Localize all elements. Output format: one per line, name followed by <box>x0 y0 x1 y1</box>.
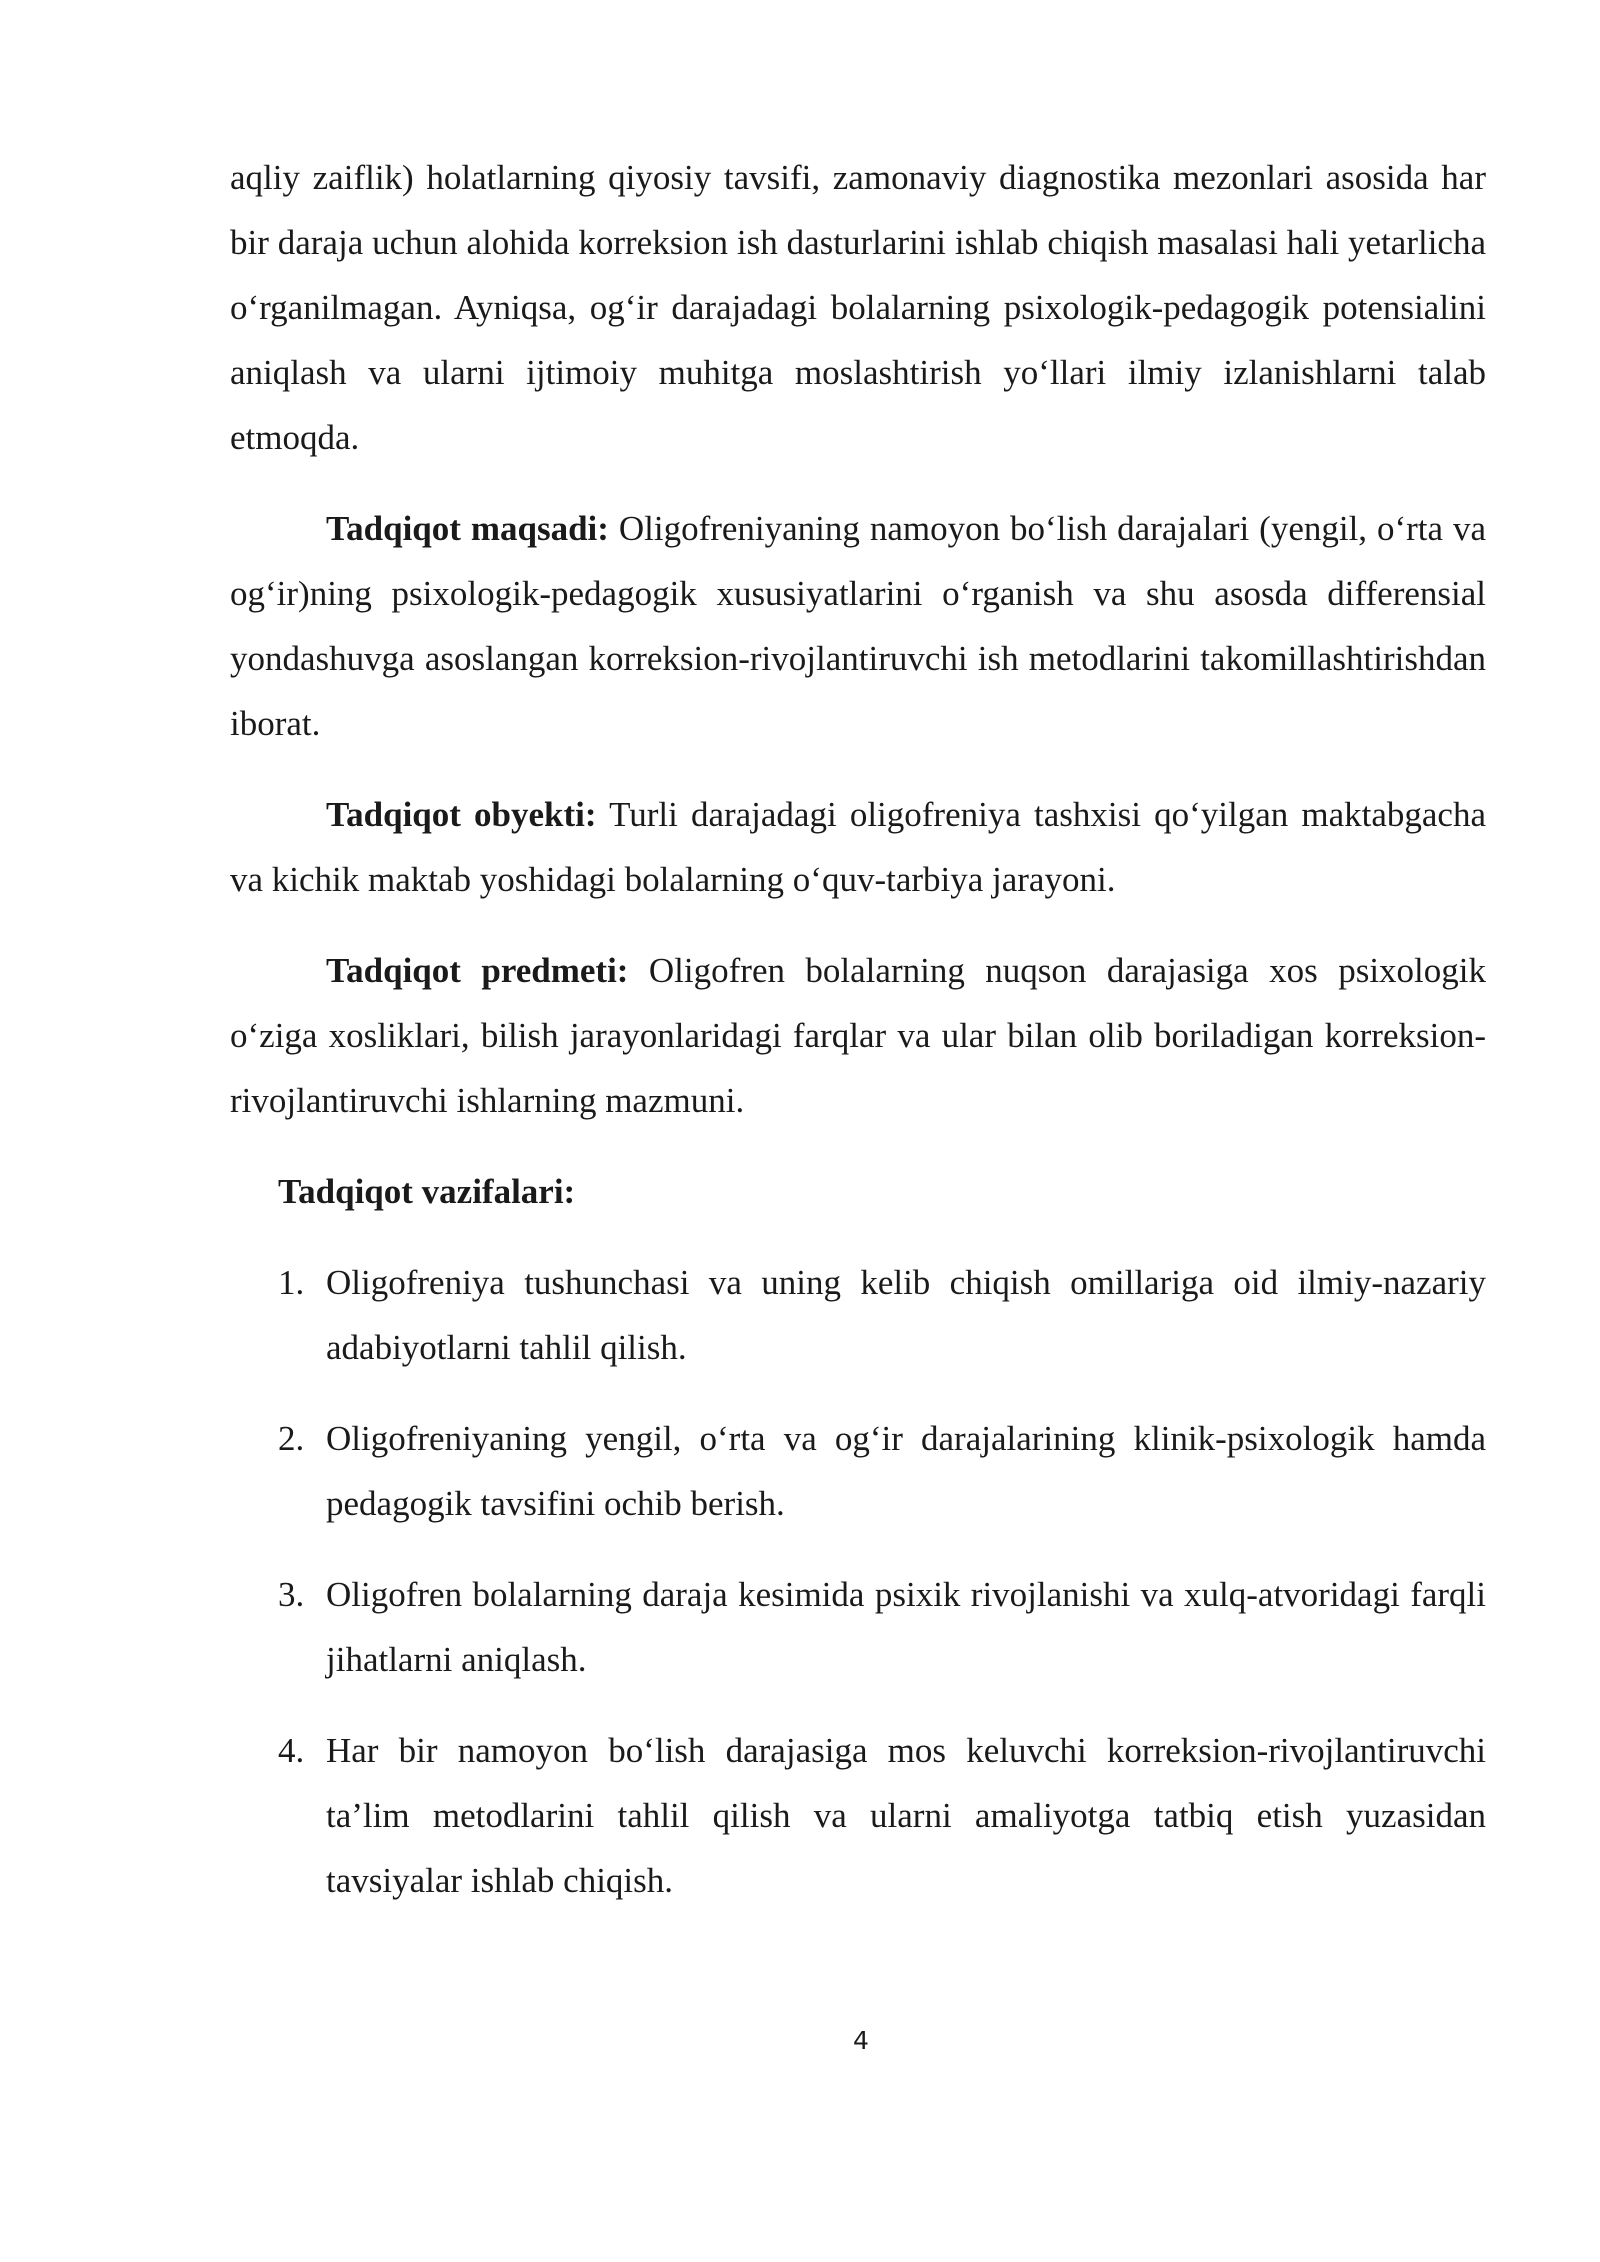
research-goal-paragraph <box>230 496 1486 756</box>
list-item <box>230 1718 1486 1913</box>
list-item-text: Har bir namoyon bo‘lish darajasiga mos keluvchi korreksion-rivojlantiruvchi ta’lim metodlarini tahlil qilish va ularni amaliyotga tatbiq etish yuzasidan tavsiyalar ishlab chiqish. <box>326 1731 1486 1900</box>
list-item-number: 3. <box>278 1575 305 1614</box>
page-number: 4 <box>853 2026 869 2055</box>
research-goal-text: Oligofreniyaning namoyon bo‘lish darajalari (yengil, o‘rta va og‘ir)ning psixologik-pedagogik xususiyatlarini o‘rganish va shu asosda differensial yondashuvga asoslangan korreksion-rivojlantiruvchi ish metodlarini takomillashtirishdan iborat. <box>230 509 1487 743</box>
intro-paragraph: aqliy zaiflik) holatlarning qiyosiy tavsifi, zamonaviy diagnostika mezonlari asosida har bir daraja uchun alohida korreksion ish dasturlarini ishlab chiqish masalasi hali yetarlicha o‘rganilmagan. Ayniqsa, og‘ir darajadagi bolalarning psixologik-pedagogik potensialini aniqlash va ularni ijtimoiy muhitga moslashtirish yo‘llari ilmiy izlanishlarni talab etmoqda. <box>230 158 1486 457</box>
research-goal-label: Tadqiqot maqsadi: <box>326 509 609 548</box>
research-tasks-heading: Tadqiqot vazifalari: <box>278 1172 576 1211</box>
research-object-paragraph <box>230 782 1486 912</box>
list-item-text: Oligofreniyaning yengil, o‘rta va og‘ir darajalarining klinik-psixologik hamda pedagogik tavsifini ochib berish. <box>326 1419 1486 1523</box>
research-tasks-list <box>230 1250 1486 1913</box>
list-item-text: Oligofren bolalarning daraja kesimida psixik rivojlanishi va xulq-atvoridagi farqli jihatlarni aniqlash. <box>326 1575 1486 1679</box>
list-item <box>230 1562 1486 1692</box>
research-subject-paragraph <box>230 938 1486 1133</box>
list-item-number: 2. <box>278 1419 305 1458</box>
page-body <box>230 145 1486 1913</box>
list-item <box>230 1250 1486 1380</box>
list-item-number: 4. <box>278 1731 305 1770</box>
research-object-text: Turli darajadagi oligofreniya tashxisi qo‘yilgan maktabgacha va kichik maktab yoshidagi bolalarning o‘quv-tarbiya jarayoni. <box>230 795 1486 899</box>
list-item-number: 1. <box>278 1263 305 1302</box>
list-item-text: Oligofreniya tushunchasi va uning kelib chiqish omillariga oid ilmiy-nazariy adabiyotlarni tahlil qilish. <box>326 1263 1486 1367</box>
research-subject-text: Oligofren bolalarning nuqson darajasiga xos psixologik o‘ziga xosliklari, bilish jarayonlaridagi farqlar va ular bilan olib boriladigan korreksion-rivojlantiruvchi ishlarning mazmuni. <box>230 951 1487 1120</box>
research-subject-label: Tadqiqot predmeti: <box>326 951 629 990</box>
list-item <box>230 1406 1486 1536</box>
research-object-label: Tadqiqot obyekti: <box>326 795 597 834</box>
